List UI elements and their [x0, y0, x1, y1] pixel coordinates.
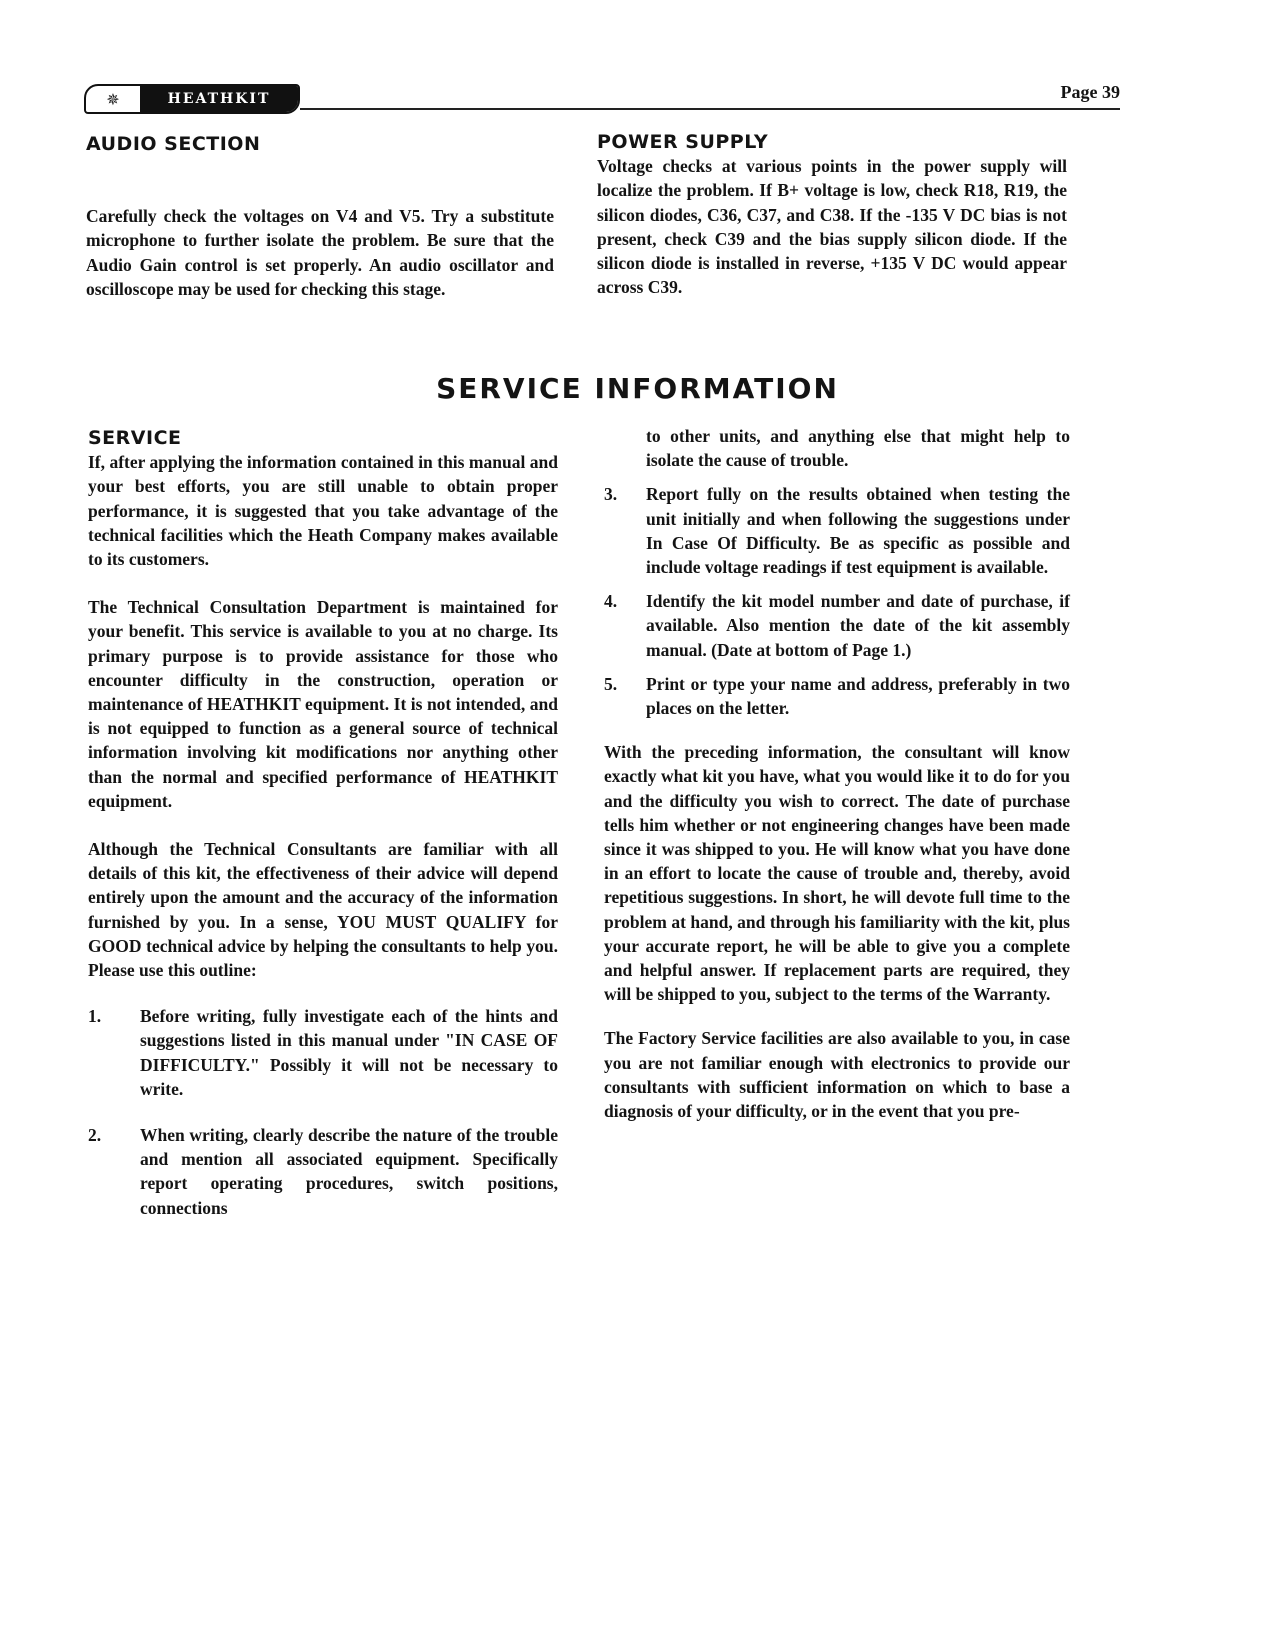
power-supply-section [597, 130, 1067, 299]
outline-item-continued [604, 424, 1070, 472]
outline-text: Print or type your name and address, preferably in two places on the letter. [646, 673, 1070, 719]
outline-number: 2. [88, 1125, 102, 1146]
outline-number: 5. [604, 673, 618, 694]
service-right-column [604, 424, 1070, 1123]
header-rule [300, 108, 1120, 110]
closing-paragraph: The Factory Service facilities are also available to you, in case you are not familiar enough with electronics to provide our consultants with sufficient information on which to base a diagnosis of your difficulty, or in the event that you pre- [604, 1028, 1070, 1122]
audio-section-body: Carefully check the voltages on V4 and V5. Try a substitute microphone to further isolate the problem. Be sure that the Audio Gain control is set properly. An audio oscillator and oscilloscope may be used for checking this stage. [86, 206, 554, 299]
outline-text: Report fully on the results obtained when testing the unit initially and when following the suggestions under In Case Of Difficulty. Be as specific as possible and include voltage readings if test equipment is available. [646, 484, 1070, 578]
outline-item [604, 482, 1070, 579]
outline-item [88, 1123, 558, 1220]
outline-number: 4. [604, 591, 618, 612]
service-left-column [88, 426, 558, 1220]
service-heading: SERVICE [88, 427, 182, 449]
outline-text: When writing, clearly describe the nature of the trouble and mention all associated equipment. Specifically report operating procedures, switch positions, connections [140, 1125, 558, 1218]
service-information-title: SERVICE INFORMATION [436, 372, 839, 405]
audio-section-heading: AUDIO SECTION [86, 133, 261, 155]
power-supply-heading: POWER SUPPLY [597, 131, 769, 153]
audio-section [86, 132, 554, 301]
outline-text: Identify the kit model number and date of purchase, if available. Also mention the date of the kit assembly manual. (Date at bottom of Page 1.) [646, 591, 1070, 660]
logo-text: HEATHKIT [140, 86, 298, 112]
service-paragraph: The Technical Consultation Department is maintained for your benefit. This service is available to you at no charge. Its primary purpose is to provide assistance for those who encounter difficulty in the construction, operation or maintenance of HEATHKIT equipment. It is not intended, and is not equipped to function as a general source of technical information involving kit modifications nor anything other than the normal and specified performance of HEATHKIT equipment. [88, 597, 558, 811]
outline-text: to other units, and anything else that might help to isolate the cause of trouble. [646, 426, 1070, 471]
page-header [84, 82, 1120, 116]
atom-emblem-icon: ✵ [106, 89, 120, 109]
power-supply-body: Voltage checks at various points in the power supply will localize the problem. If B+ voltage is low, check R18, R19, the silicon diodes, C36, C37, and C38. If the -135 V DC bias is not present, check C39 and the bias supply silicon diode. If the silicon diode is installed in reverse, +135 V DC would appear across C39. [597, 156, 1067, 298]
service-paragraph: If, after applying the information contained in this manual and your best efforts, you are still unable to obtain proper performance, it is suggested that you take advantage of the technical facilities which the Heath Company makes available to its customers. [88, 452, 558, 570]
outline-item [604, 589, 1070, 662]
outline-number: 1. [88, 1006, 102, 1027]
closing-paragraph: With the preceding information, the consultant will know exactly what kit you have, what you would like it to do for you and the difficulty you wish to correct. The date of purchase tells him whether or not engineering changes have been made since it was shipped to you. He will know what you have done in an effort to locate the cause of trouble and, thereby, avoid repetitious suggestions. In short, he will devote full time to the problem at hand, and through his familiarity with the kit, plus your accurate report, he will be able to give you a complete and helpful answer. If replacement parts are required, they will be shipped to you, subject to the terms of the Warranty. [604, 742, 1070, 1005]
page-number: Page 39 [1060, 82, 1120, 102]
outline-number: 3. [604, 484, 618, 505]
outline-item [88, 1004, 558, 1101]
outline-number [604, 424, 646, 472]
outline-text: Before writing, fully investigate each of the hints and suggestions listed in this manual under "IN CASE OF DIFFICULTY." Possibly it will not be necessary to write. [140, 1006, 558, 1099]
service-paragraph: Although the Technical Consultants are familiar with all details of this kit, the effectiveness of their advice will depend entirely upon the amount and the accuracy of the information furnished by you. In a sense, YOU MUST QUALIFY for GOOD technical advice by helping the consultants to help you. Please use this outline: [88, 839, 558, 981]
heathkit-logo [84, 84, 300, 114]
outline-item [604, 672, 1070, 720]
